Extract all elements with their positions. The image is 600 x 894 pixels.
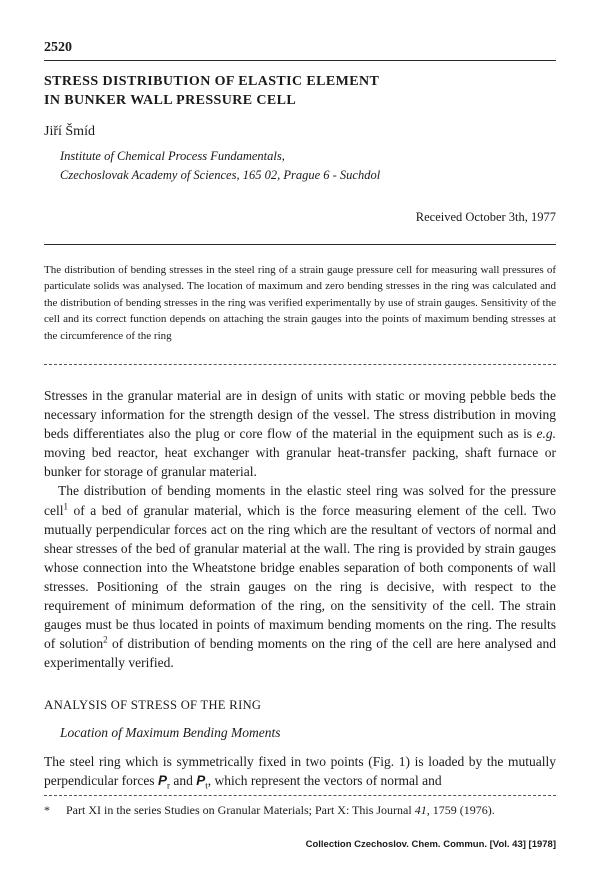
force-p-t: P <box>196 773 206 789</box>
affiliation <box>60 147 380 185</box>
title-line-2: IN BUNKER WALL PRESSURE CELL <box>44 93 297 108</box>
abstract: The distribution of bending stresses in the steel ring of a strain gauge pressure cell for measuring wall pressures of particulate solids was analysed. The location of maximum and zero bending stresses in the ring was calculated and the distribution of bending stresses in the ring was verified experimentally by use of strain gauges. Sensitivity of the cell and its correct function depends on attaching the strain gauges into the points of maximum bending stresses at the circumference of the ring <box>44 264 556 342</box>
reference-2: 2 <box>103 634 108 645</box>
article-title <box>44 72 544 110</box>
force-p-r: P <box>157 773 167 789</box>
journal-footer: Collection Czechoslov. Chem. Commun. [Vol. 43] [1978] <box>305 839 556 850</box>
footnote-volume: 41 <box>414 803 427 817</box>
paragraph-2: The distribution of bending moments in the elastic steel ring was solved for the pressure cell$^1$ of a bed of granular material, which is the force measuring element of the cell. Two mutually perpendicular forces act on the ring which are the resultant of vectors of normal and shear stresses of the bed of granular material at the wall. The ring is provided by strain gauges whose connection into the Wheatstone bridge enables separation of both components of wall stresses. Positioning of the strain gauges on the ring is decisive, with respect to the requirement of minimum deformation of the ring, on the sensitivity of the cell. The strain gauges must be thus located in points of maximum bending moments on the ring. The results of solution$^2$ of distribution of bending moments on the ring of the cell are here analysed and experimentally verified. <box>44 483 556 671</box>
abstract-top-rule <box>44 244 556 245</box>
page-number: 2520 <box>44 40 72 55</box>
affiliation-line-1: Institute of Chemical Process Fundamentals, <box>60 149 285 163</box>
subsection-heading: Location of Maximum Bending Moments <box>60 725 281 740</box>
title-line-1: STRESS DISTRIBUTION OF ELASTIC ELEMENT <box>44 74 380 89</box>
paragraph-1: Stresses in the granular material are in design of units with static or moving pebble beds the necessary information for the strength design of the vessel. The stress distribution in moving beds differentiates also the plug or core flow of the material in the equipment such as is e.g. moving bed reactor, heat exchanger with granular heat-transfer packing, shaft furnace or bunker for storage of granular material. <box>44 388 556 480</box>
author-name: Jiří Šmíd <box>44 124 95 139</box>
header-rule <box>44 60 556 61</box>
reference-1: 1 <box>63 501 68 512</box>
footnote-mark: * <box>44 803 50 817</box>
eg-italic: e.g. <box>536 426 556 442</box>
section-heading: ANALYSIS OF STRESS OF THE RING <box>44 697 262 712</box>
received-date: Received October 3th, 1977 <box>415 210 556 224</box>
footnote: * Part XI in the series Studies on Granular Materials; Part X: This Journal 41, 1759 (1976). <box>44 803 495 817</box>
body-text <box>44 386 556 672</box>
abstract-bottom-rule <box>44 364 556 365</box>
affiliation-line-2: Czechoslovak Academy of Sciences, 165 02, Prague 6 - Suchdol <box>60 168 381 182</box>
body-text-2: The steel ring which is symmetrically fixed in two points (Fig. 1) is loaded by the mutually perpendicular forces $P_r$ and $P_t$, which represent the vectors of normal and <box>44 754 556 791</box>
footnote-rule <box>44 795 556 796</box>
